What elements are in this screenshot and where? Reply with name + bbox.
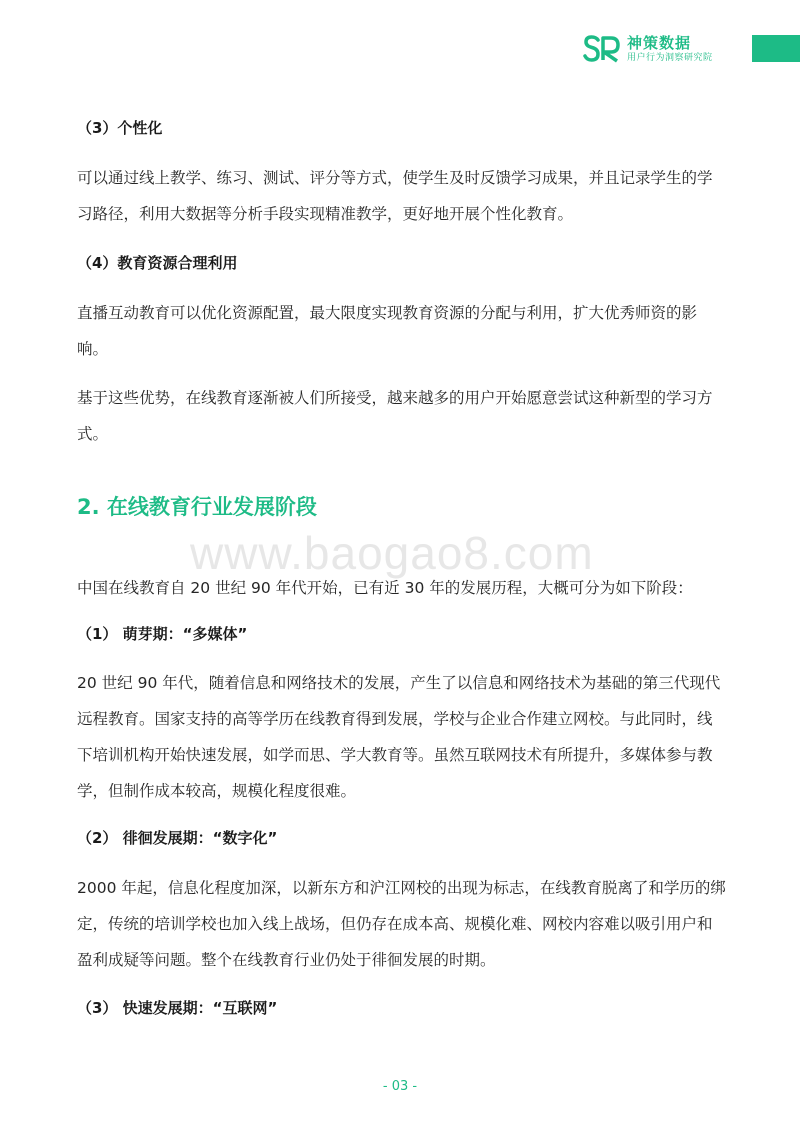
heading-stage2: （2） 徘徊发展期：“数字化”	[77, 829, 278, 847]
logo-name: 神策数据	[627, 33, 692, 52]
header-logo	[583, 33, 713, 65]
heading-stage3: （3） 快速发展期：“互联网”	[77, 999, 278, 1017]
heading-stage1: （1） 萌芽期：“多媒体”	[77, 625, 248, 643]
sr-logo-icon	[583, 34, 623, 64]
section-title: 2. 在线教育行业发展阶段	[77, 495, 317, 519]
watermark: www.baogao8.com	[190, 527, 594, 579]
paragraph-summary: 基于这些优势，在线教育逐渐被人们所接受，越来越多的用户开始愿意尝试这种新型的学习方式。	[77, 389, 713, 443]
paragraph-stage2: 2000 年起，信息化程度加深，以新东方和沪江网校的出现为标志，在线教育脱离了和学历的绑定，传统的培训学校也加入线上战场，但仍存在成本高、规模化难、网校内容难以吸引用户和盈利成疑等问题。整个在线教育行业仍处于徘徊发展的时期。	[77, 879, 726, 969]
paragraph-personalization: 可以通过线上教学、练习、测试、评分等方式，使学生及时反馈学习成果，并且记录学生的学习路径，利用大数据等分析手段实现精准教学，更好地开展个性化教育。	[77, 169, 713, 223]
paragraph-resources: 直播互动教育可以优化资源配置，最大限度实现教育资源的分配与利用，扩大优秀师资的影响。	[77, 304, 698, 358]
heading-resources: （4）教育资源合理利用	[77, 254, 238, 272]
paragraph-intro: 中国在线教育自 20 世纪 90 年代开始，已有近 30 年的发展历程，大概可分为如下阶段：	[77, 579, 693, 597]
paragraph-stage1: 20 世纪 90 年代，随着信息和网络技术的发展，产生了以信息和网络技术为基础的第三代现代远程教育。国家支持的高等学历在线教育得到发展，学校与企业合作建立网校。与此同时，线下培训机构开始快速发展，如学而思、学大教育等。虽然互联网技术有所提升，多媒体参与教学，但制作成本较高，规模化程度很难。	[77, 674, 721, 800]
logo-text	[627, 35, 713, 64]
page-number: - 03 -	[382, 1079, 418, 1094]
logo-subtitle: 用户行为洞察研究院	[627, 52, 713, 63]
header-accent-bar	[752, 35, 800, 62]
heading-personalization: （3）个性化	[77, 119, 163, 137]
